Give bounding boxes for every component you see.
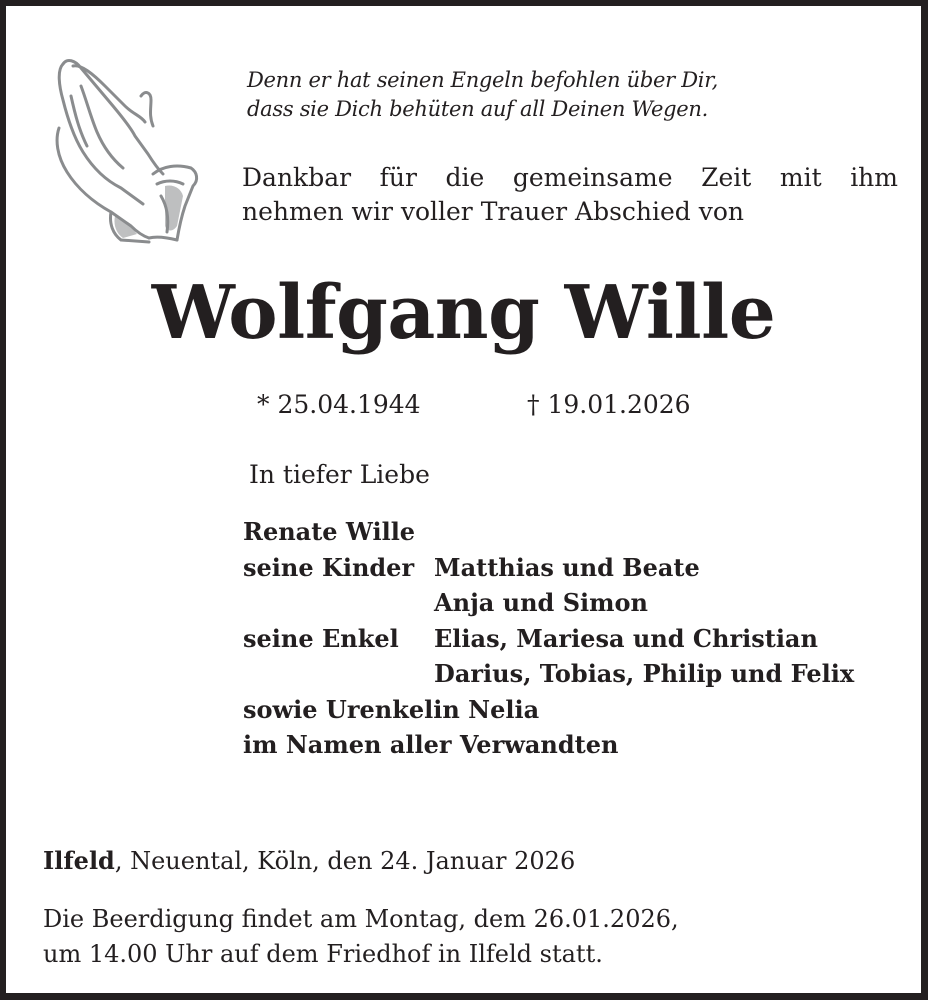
mourner-names: Matthias und Beate: [434, 552, 700, 582]
mourner-label: [243, 585, 434, 621]
funeral-line-2: um 14.00 Uhr auf dem Friedhof in Ilfeld statt.: [43, 940, 603, 968]
mourner-label: seine Enkel: [243, 623, 399, 653]
mourner-label: im Namen aller Verwandten: [243, 730, 619, 759]
mourner-row: [243, 585, 854, 621]
place-and-date: [43, 844, 575, 878]
deceased-name: Wolfgang Wille: [151, 270, 776, 356]
mourner-label: sowie Urenkelin Nelia: [243, 694, 540, 724]
mourner-row: [243, 727, 854, 763]
funeral-line-1: Die Beerdigung findet am Montag, dem 26.01.2026,: [43, 905, 679, 933]
obituary-notice: [6, 6, 921, 993]
intro-text: [242, 161, 898, 229]
mourner-label: seine Kinder: [243, 552, 415, 582]
intro-line-1: Dankbar für die gemeinsame Zeit mit ihm: [242, 163, 898, 192]
mourner-row: [243, 514, 854, 550]
praying-hands-icon: [53, 56, 203, 246]
mourner-row: [243, 656, 854, 692]
mourners-list: [243, 514, 854, 763]
mourner-names: Darius, Tobias, Philip und Felix: [434, 659, 855, 688]
verse-line-1: Denn er hat seinen Engeln befohlen über Dir,: [247, 68, 719, 92]
intro-line-2: nehmen wir voller Trauer Abschied von: [242, 197, 745, 226]
mourner-row: [243, 621, 854, 657]
verse-line-2: dass sie Dich behüten auf all Deinen Wegen.: [247, 97, 709, 121]
funeral-info: [43, 902, 679, 972]
place-rest: , Neuental, Köln, den 24. Januar 2026: [114, 847, 576, 875]
death-date: † 19.01.2026: [527, 390, 691, 419]
birth-date: * 25.04.1944: [257, 390, 421, 419]
mourner-names: Anja und Simon: [434, 588, 648, 617]
mourner-names: Elias, Mariesa und Christian: [434, 623, 818, 653]
place-primary: Ilfeld: [43, 846, 115, 875]
mourner-label: [243, 656, 434, 692]
mourner-row: [243, 550, 854, 586]
mourner-row: [243, 692, 854, 728]
bible-verse: [247, 66, 718, 124]
mourner-label: Renate Wille: [243, 517, 416, 546]
love-line: In tiefer Liebe: [249, 460, 430, 489]
